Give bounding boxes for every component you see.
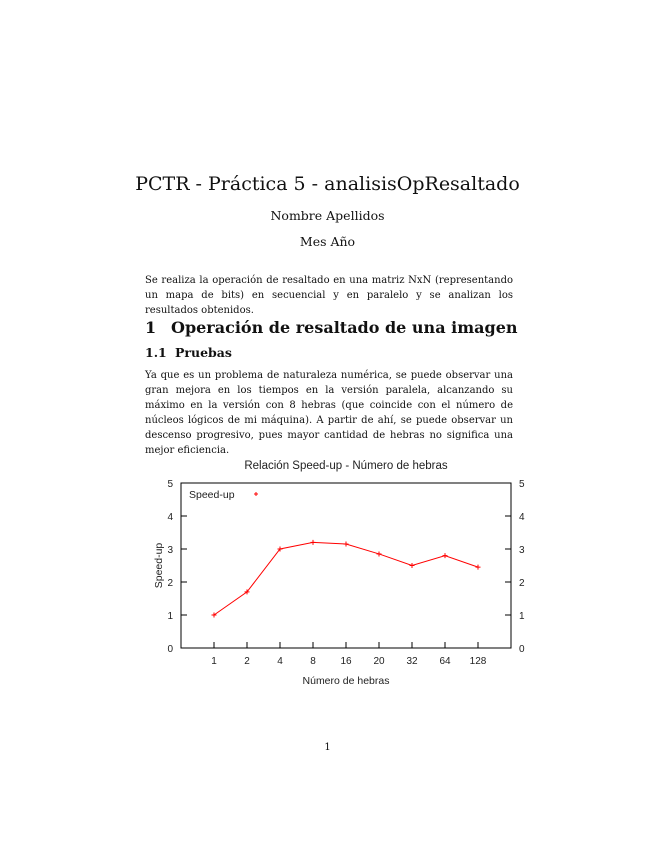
x-tick-label: 20	[373, 656, 385, 667]
document-date: Mes Año	[299, 234, 356, 249]
plot-frame	[181, 483, 511, 648]
y-tick-label-right: 0	[519, 644, 525, 655]
legend-label: Speed-up	[189, 489, 235, 501]
x-tick-label: 1	[211, 656, 217, 667]
abstract-text: Se realiza la operación de resaltado en una matriz NxN (representando un mapa de bits) en secuencial y en paralelo y se analizan los resultados obtenidos.	[145, 275, 513, 316]
x-tick-label: 4	[277, 656, 283, 667]
y-tick-label-right: 2	[519, 578, 525, 589]
y-tick-label-left: 3	[167, 545, 173, 556]
y-tick-label-left: 4	[167, 512, 173, 523]
series-line	[214, 542, 478, 615]
y-tick-label-left: 1	[167, 611, 173, 622]
document-author: Nombre Apellidos	[270, 208, 385, 223]
section-heading	[145, 318, 518, 337]
body-paragraph: Ya que es un problema de naturaleza numérica, se puede observar una gran mejora en los tiempos en la versión paralela, alcanzando su máximo en la versión con 8 hebras (que coincide con el número de núcleos lógicos de mi máquina). A partir de ahí, se puede observar un descenso progresivo, pues mayor cantidad de hebras no significa una mejor eficiencia.	[145, 370, 513, 456]
x-tick-label: 64	[439, 656, 451, 667]
speedup-chart	[148, 450, 538, 695]
data-point	[410, 563, 415, 568]
y-tick-label-right: 4	[519, 512, 525, 523]
x-tick-label: 128	[469, 656, 487, 667]
y-axis-label: Speed-up	[153, 542, 165, 589]
y-tick-label-right: 3	[519, 545, 525, 556]
chart-title: Relación Speed-up - Número de hebras	[244, 460, 448, 472]
y-tick-label-right: 5	[519, 479, 525, 490]
subsection-number: 1.1	[145, 345, 167, 360]
data-point	[476, 565, 481, 570]
subsection-title: Pruebas	[175, 345, 232, 360]
x-tick-label: 32	[406, 656, 418, 667]
data-point	[377, 551, 382, 556]
section-title: Operación de resaltado de una imagen	[171, 318, 518, 337]
y-tick-label-left: 2	[167, 578, 173, 589]
subsection-heading	[145, 345, 232, 360]
x-tick-label: 16	[340, 656, 352, 667]
data-point	[344, 542, 349, 547]
x-axis-label: Número de hebras	[302, 675, 390, 687]
data-point	[443, 553, 448, 558]
data-point	[311, 540, 316, 545]
document-title: PCTR - Práctica 5 - analisisOpResaltado	[135, 173, 520, 195]
y-tick-label-left: 0	[167, 644, 173, 655]
legend-marker	[254, 492, 258, 496]
y-tick-label-left: 5	[167, 479, 173, 490]
section-number: 1	[145, 318, 157, 337]
page-number: 1	[324, 742, 331, 753]
x-tick-label: 8	[310, 656, 316, 667]
y-tick-label-right: 1	[519, 611, 525, 622]
x-tick-label: 2	[244, 656, 250, 667]
